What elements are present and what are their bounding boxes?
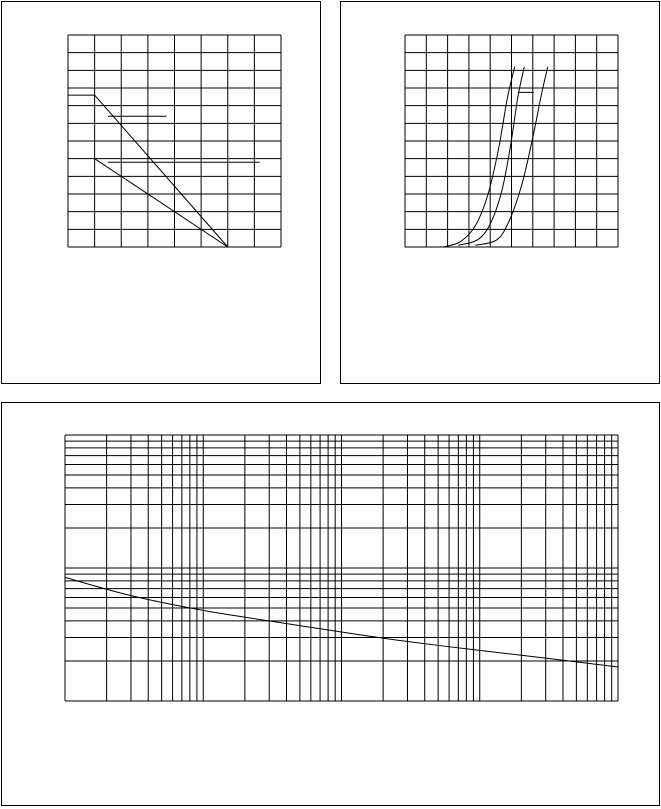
chart-c-svg [2, 403, 659, 805]
chart-b-svg [341, 2, 659, 383]
chart-b-series-0 [443, 67, 514, 247]
chart-panel-a [1, 1, 321, 384]
chart-panel-c [1, 402, 660, 806]
chart-a-svg [2, 2, 320, 383]
chart-a-series-1 [95, 159, 228, 247]
chart-panel-b [340, 1, 660, 384]
chart-b-series-1 [458, 67, 524, 245]
